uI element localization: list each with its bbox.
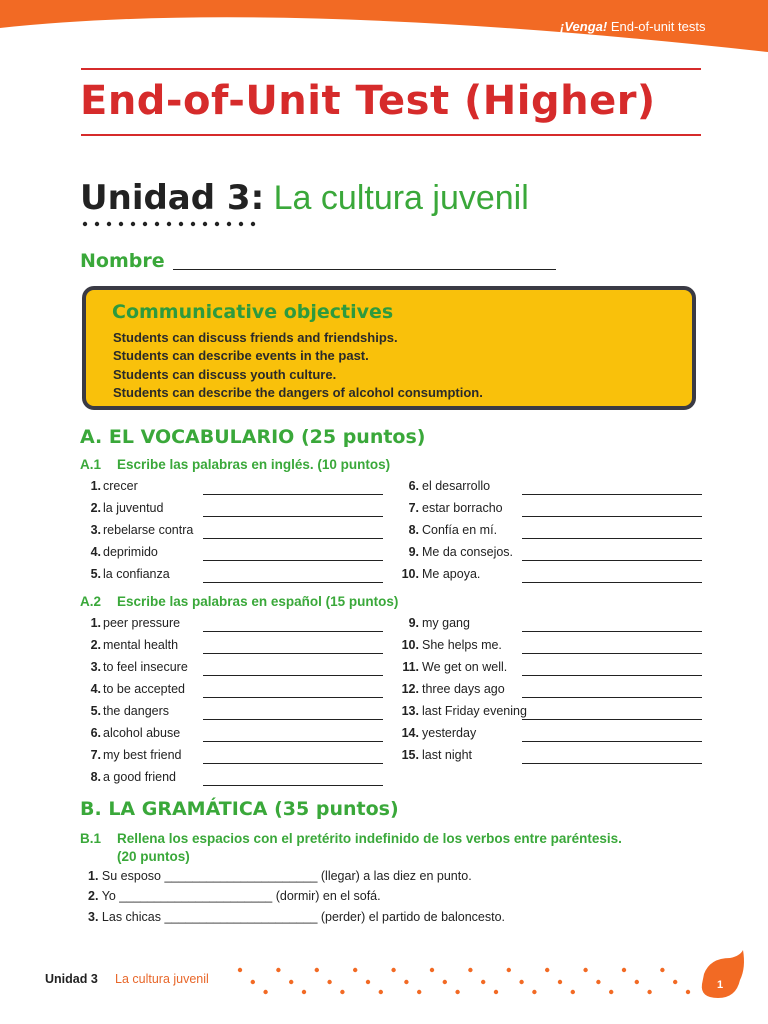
nombre-label: Nombre (80, 250, 165, 272)
underline-dot (167, 222, 171, 226)
footer-dot (647, 990, 651, 994)
unit-label: Unidad 3: (80, 178, 265, 218)
question-prompt: la confianza (103, 567, 170, 581)
footer-dot (558, 980, 562, 984)
question-number-text: 6. (90, 726, 101, 740)
question-prompt: a good friend (103, 770, 176, 784)
footer-dot (609, 990, 613, 994)
question-number-text: 8. (90, 770, 101, 784)
question-number-text: 9. (408, 545, 419, 559)
question-number (71, 704, 101, 718)
question-prompt: estar borracho (422, 501, 503, 515)
answer-line[interactable] (203, 675, 383, 676)
question-prompt: my best friend (103, 748, 182, 762)
question-number (389, 704, 419, 718)
question-number (389, 567, 419, 581)
a2-title: Escribe las palabras en español (15 puntos) (117, 594, 399, 609)
question-prompt: alcohol abuse (103, 726, 181, 740)
objective-item: Students can discuss friends and friendships. (113, 330, 398, 345)
footer-dot (596, 980, 600, 984)
b1-item-number: 2. (88, 889, 99, 903)
question-number (389, 545, 419, 559)
question-number (389, 523, 419, 537)
question-prompt: deprimido (103, 545, 158, 559)
footer-dot (686, 990, 690, 994)
footer-dot (327, 980, 331, 984)
footer-dot (532, 990, 536, 994)
b1-title-line1: Rellena los espacios con el pretérito indefinido de los verbos entre paréntesis. (117, 831, 622, 846)
question-prompt: We get on well. (422, 660, 508, 674)
underline-dot (155, 222, 159, 226)
answer-line[interactable] (203, 494, 383, 495)
question-number (71, 523, 101, 537)
answer-line[interactable] (203, 763, 383, 764)
section-b-heading: B. LA GRAMÁTICA (35 puntos) (80, 798, 399, 820)
underline-dot (251, 222, 255, 226)
footer-dot (315, 968, 319, 972)
question-number-text: 2. (90, 638, 101, 652)
question-prompt: last night (422, 748, 473, 762)
question-prompt: the dangers (103, 704, 170, 718)
page-number: 1 (716, 979, 724, 991)
b1-title-line2: (20 puntos) (117, 849, 190, 864)
b1-item-text: Las chicas ______________________ (perder) el partido de baloncesto. (101, 910, 506, 924)
question-number (71, 638, 101, 652)
underline-dot (179, 222, 183, 226)
answer-line[interactable] (203, 538, 383, 539)
question-prompt: rebelarse contra (103, 523, 194, 537)
underline-dot (239, 222, 243, 226)
question-number-text: 9. (408, 616, 419, 630)
question-number-text: 10. (401, 567, 419, 581)
answer-line[interactable] (522, 560, 702, 561)
question-number (389, 682, 419, 696)
footer-dot (622, 968, 626, 972)
question-number (389, 748, 419, 762)
footer-dot (635, 980, 639, 984)
question-number (389, 616, 419, 630)
question-number (389, 479, 419, 493)
answer-line[interactable] (203, 719, 383, 720)
b1-item-number: 3. (88, 910, 99, 924)
title-rule-top (81, 68, 701, 70)
a1-heading (80, 457, 390, 472)
footer-dot (583, 968, 587, 972)
question-number (389, 660, 419, 674)
question-number-text: 11. (402, 660, 419, 674)
question-number-text: 1. (90, 479, 101, 493)
question-prompt: crecer (103, 479, 138, 493)
underline-dot (203, 222, 207, 226)
footer-unit: Unidad 3 (45, 972, 98, 986)
question-number-text: 10. (401, 638, 419, 652)
question-prompt: She helps me. (422, 638, 502, 652)
underline-dot (83, 222, 87, 226)
answer-line[interactable] (522, 494, 702, 495)
footer-dot (366, 980, 370, 984)
question-prompt: Confía en mí. (422, 523, 498, 537)
answer-line[interactable] (203, 785, 383, 786)
footer-dot (468, 968, 472, 972)
answer-line[interactable] (522, 653, 702, 654)
question-number-text: 4. (90, 545, 101, 559)
unit-heading (80, 178, 529, 218)
answer-line[interactable] (522, 697, 702, 698)
footer-dot (660, 968, 664, 972)
footer-dot (391, 968, 395, 972)
footer-dot (289, 980, 293, 984)
unit-title: La cultura juvenil (273, 179, 529, 217)
question-prompt: to feel insecure (103, 660, 188, 674)
question-number-text: 1. (90, 616, 101, 630)
question-prompt: mental health (103, 638, 179, 652)
question-number-text: 13. (401, 704, 419, 718)
objectives-title: Communicative objectives (112, 301, 394, 323)
section-a-heading: A. EL VOCABULARIO (25 puntos) (80, 426, 426, 448)
underline-dot (143, 222, 147, 226)
underline-dot (215, 222, 219, 226)
question-prompt: last Friday evening (422, 704, 527, 718)
footer-dot (340, 990, 344, 994)
a2-heading (80, 594, 398, 609)
question-number (71, 682, 101, 696)
title-rule-bottom (81, 134, 701, 136)
question-number-text: 5. (90, 567, 101, 581)
question-number (71, 545, 101, 559)
b1-heading (80, 831, 622, 846)
b1-item (88, 889, 381, 903)
footer-dots (230, 962, 700, 998)
answer-line[interactable] (203, 653, 383, 654)
b1-item-text: Su esposo ______________________ (llegar) a las diez en punto. (101, 869, 472, 883)
b1-item (88, 869, 472, 883)
page-title: End-of-Unit Test (Higher) (80, 78, 656, 124)
question-prompt: three days ago (422, 682, 505, 696)
answer-line[interactable] (522, 675, 702, 676)
underline-dot (131, 222, 135, 226)
question-number (71, 616, 101, 630)
question-prompt: Me apoya. (422, 567, 481, 581)
footer-dot (443, 980, 447, 984)
a2-number: A.2 (80, 594, 102, 609)
brand-text (560, 19, 760, 34)
question-number-text: 14. (401, 726, 419, 740)
question-number (389, 726, 419, 740)
footer-dot (276, 968, 280, 972)
a1-number: A.1 (80, 457, 102, 472)
question-number (71, 479, 101, 493)
footer-topic: La cultura juvenil (115, 972, 209, 986)
footer-dot (353, 968, 357, 972)
question-prompt: yesterday (422, 726, 477, 740)
underline-dot (227, 222, 231, 226)
footer-dot (251, 980, 255, 984)
question-number-text: 6. (408, 479, 419, 493)
question-number (71, 567, 101, 581)
answer-line[interactable] (522, 538, 702, 539)
question-number (389, 638, 419, 652)
question-number-text: 8. (408, 523, 419, 537)
b1-item-text: Yo ______________________ (dormir) en el sofá. (101, 889, 381, 903)
question-number-text: 2. (90, 501, 101, 515)
question-number-text: 3. (90, 660, 101, 674)
answer-line[interactable] (203, 741, 383, 742)
answer-line[interactable] (522, 631, 702, 632)
answer-line[interactable] (203, 516, 383, 517)
footer-dot (302, 990, 306, 994)
question-prompt: my gang (422, 616, 470, 630)
dotted-underline (82, 220, 262, 228)
question-number-text: 5. (90, 704, 101, 718)
question-prompt: el desarrollo (422, 479, 491, 493)
answer-line[interactable] (522, 741, 702, 742)
answer-line[interactable] (522, 763, 702, 764)
footer-dot (494, 990, 498, 994)
answer-line[interactable] (522, 582, 702, 583)
footer-dot (571, 990, 575, 994)
question-number-text: 12. (401, 682, 419, 696)
question-number-text: 7. (408, 501, 419, 515)
answer-line[interactable] (522, 516, 702, 517)
question-number (71, 660, 101, 674)
question-prompt: Me da consejos. (422, 545, 514, 559)
underline-dot (95, 222, 99, 226)
brand-italic: ¡Venga! (560, 19, 608, 34)
question-number (71, 770, 101, 784)
answer-line[interactable] (203, 697, 383, 698)
footer-dot (379, 990, 383, 994)
footer-dot (545, 968, 549, 972)
question-number (71, 501, 101, 515)
footer-dot (263, 990, 267, 994)
objective-item: Students can describe events in the past. (113, 348, 369, 363)
objective-item: Students can describe the dangers of alcohol consumption. (113, 385, 483, 400)
answer-line[interactable] (203, 582, 383, 583)
answer-line[interactable] (522, 719, 702, 720)
question-prompt: to be accepted (103, 682, 186, 696)
b1-number: B.1 (80, 831, 102, 846)
nombre-field[interactable] (173, 269, 556, 270)
footer-dot (404, 980, 408, 984)
footer-dot (519, 980, 523, 984)
a1-title: Escribe las palabras en inglés. (10 puntos) (117, 457, 391, 472)
footer-dot (507, 968, 511, 972)
question-prompt: peer pressure (103, 616, 181, 630)
brand-subtitle: End-of-unit tests (610, 19, 706, 34)
question-number-text: 7. (90, 748, 101, 762)
footer-dot (417, 990, 421, 994)
underline-dot (107, 222, 111, 226)
question-number (71, 726, 101, 740)
b1-item-number: 1. (88, 869, 99, 883)
question-number-text: 3. (90, 523, 101, 537)
question-number-text: 4. (90, 682, 101, 696)
underline-dot (119, 222, 123, 226)
question-number (389, 501, 419, 515)
underline-dot (191, 222, 195, 226)
footer-dot (430, 968, 434, 972)
question-number (71, 748, 101, 762)
answer-line[interactable] (203, 560, 383, 561)
question-number-text: 15. (401, 748, 419, 762)
footer-dot (481, 980, 485, 984)
footer-dot (673, 980, 677, 984)
answer-line[interactable] (203, 631, 383, 632)
question-prompt: la juventud (103, 501, 164, 515)
b1-item (88, 910, 505, 924)
footer-dot (455, 990, 459, 994)
objective-item: Students can discuss youth culture. (113, 367, 337, 382)
footer-dot (238, 968, 242, 972)
